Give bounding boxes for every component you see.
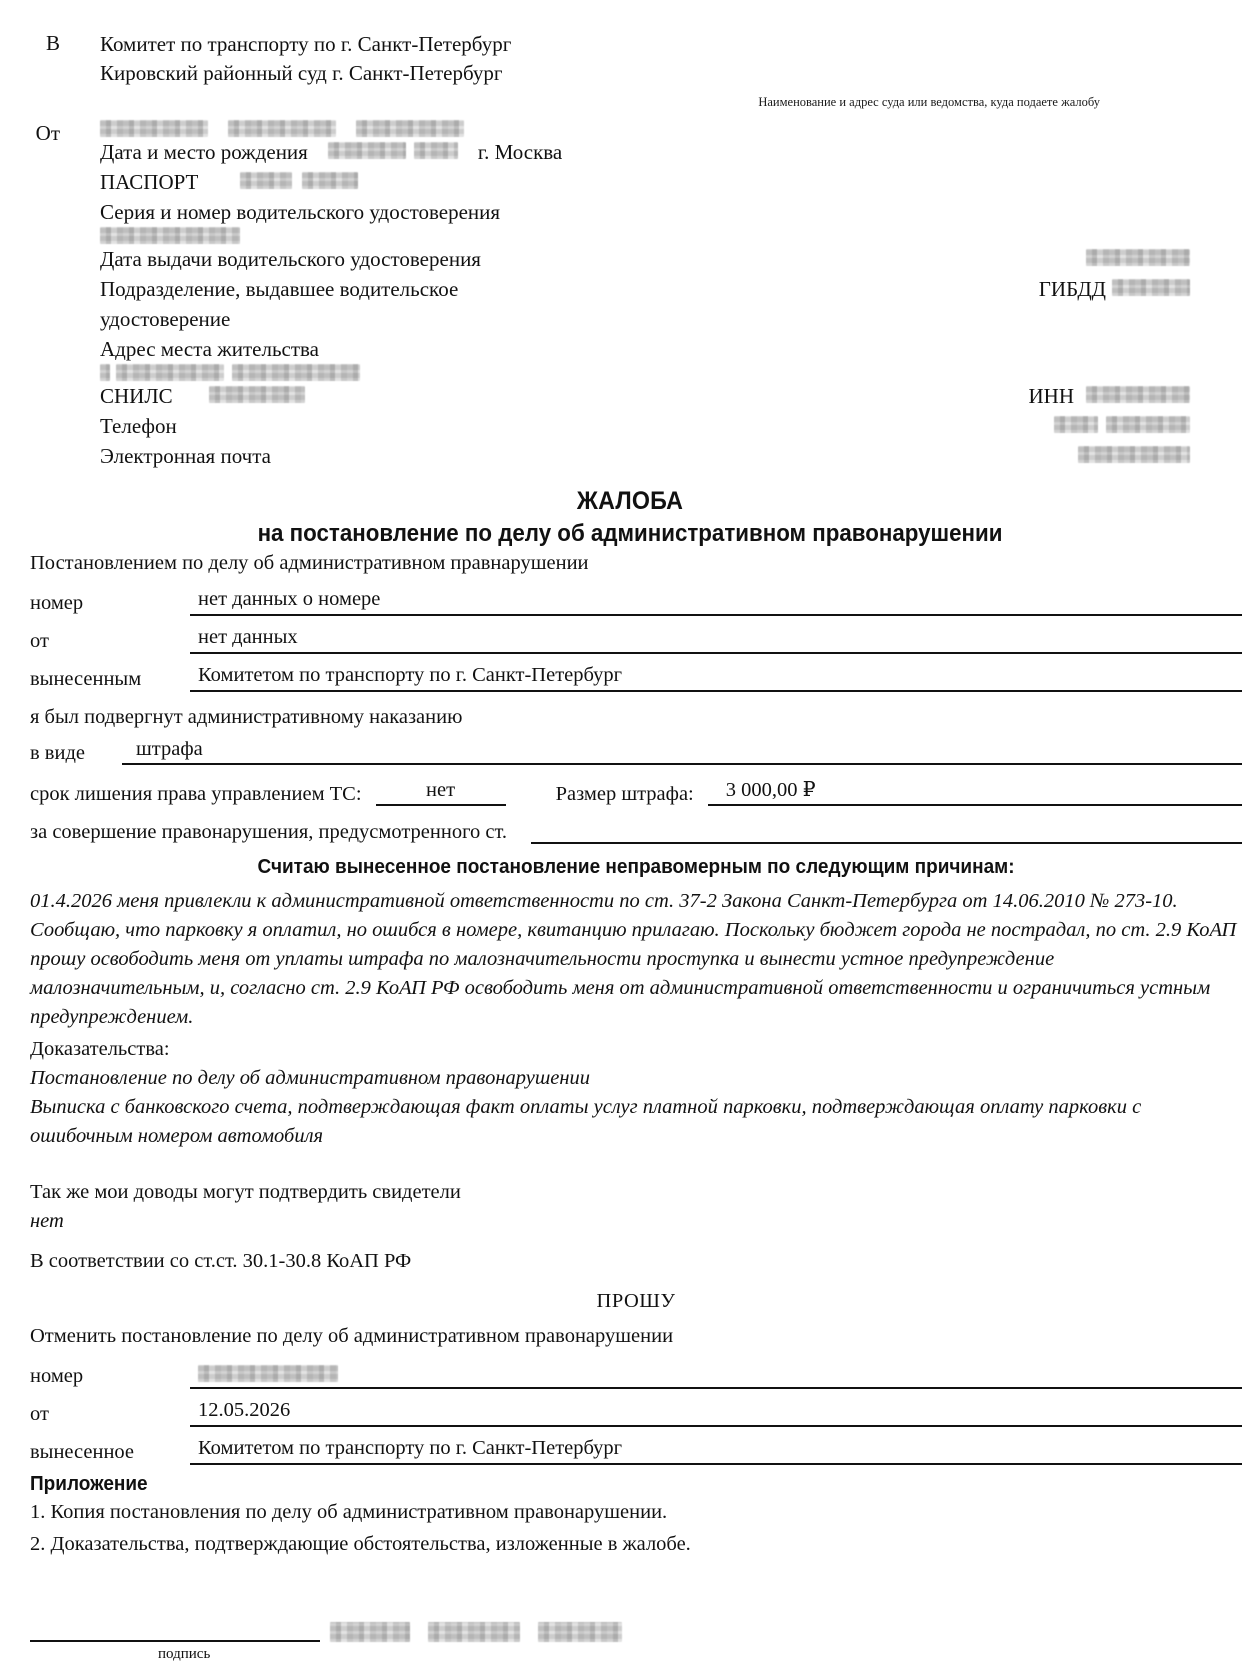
redacted-phone-code xyxy=(1054,416,1098,433)
punishment-kind-value: штрафа xyxy=(122,738,1242,765)
license-series-label: Серия и номер водительского удостоверения xyxy=(100,200,501,224)
redacted-sign-surname xyxy=(330,1622,410,1642)
redacted-snils xyxy=(209,386,305,403)
request-action: Отменить постановление по делу об административном правонарушении xyxy=(30,1325,674,1347)
document-header xyxy=(0,0,1260,471)
license-department-label: Подразделение, выдавшее водительское xyxy=(100,277,459,301)
deprivation-label: срок лишения права управлением ТС: xyxy=(30,783,362,805)
license-series-value-row xyxy=(100,227,1190,244)
request-issuer-label: вынесенное xyxy=(30,1441,135,1463)
decision-issuer-label: вынесенным xyxy=(30,668,142,690)
redacted-email xyxy=(1078,446,1190,463)
signature-name xyxy=(330,1622,622,1642)
address-value-row xyxy=(100,364,1190,381)
request-heading: ПРОШУ xyxy=(596,1290,676,1312)
recipient-hint: Наименование и адрес суда или ведомства, куда подаете жалобу xyxy=(758,95,1100,109)
evidence-label: Доказательства: xyxy=(30,1038,170,1060)
redacted-address-part-2 xyxy=(116,364,224,381)
punishment-kind-label: в виде xyxy=(30,742,85,764)
punishment-kind-row xyxy=(30,738,1242,765)
reasons-paragraph-2: малозначительным, и, согласно ст. 2.9 КоАП РФ освободить меня от административной ответственности и ограничиться устным предупреждением. xyxy=(30,977,1211,1028)
legal-basis: В соответствии со ст.ст. 30.1-30.8 КоАП РФ xyxy=(30,1250,412,1272)
snils-inn-row xyxy=(100,381,1190,411)
license-issue-date-row xyxy=(100,244,1190,274)
birth-city: г. Москва xyxy=(477,140,563,164)
recipient-block xyxy=(0,30,1260,88)
license-department-row xyxy=(100,274,1190,304)
decision-date-row xyxy=(30,624,1242,654)
decision-intro: Постановлением по делу об административном правнарушении xyxy=(30,552,589,574)
fine-value: 3 000,00 ₽ xyxy=(708,777,1242,806)
redacted-gibdd-unit xyxy=(1112,279,1190,296)
signature-caption: подпись xyxy=(158,1646,211,1662)
article-value xyxy=(531,818,1242,844)
deprivation-value: нет xyxy=(376,779,506,806)
redacted-sign-firstname xyxy=(428,1622,520,1642)
signature-block xyxy=(30,1614,1242,1674)
witness-intro: Так же мои доводы могут подтвердить свидетели xyxy=(30,1181,461,1203)
redacted-birth-extra xyxy=(414,142,458,159)
address-row xyxy=(100,334,1190,364)
license-department-row-2 xyxy=(100,304,1190,334)
birth-row xyxy=(100,137,1190,167)
reasons-paragraph: 01.4.2026 меня привлекли к административной ответственности по ст. 37-2 Закона Санкт-Петербурга от 14.06.2010 № 273-10. Сообщаю, что парковку я оплатил, но ошибся в номере, квитанцию прилагаю. Поскольку бюджет города не пострадал, по ст. 2.9 КоАП прошу освободить меня от уплаты штрафа по малозначительности проступка и вынести устное предупреждение xyxy=(30,890,1237,970)
redacted-address-part-1 xyxy=(100,364,110,381)
birth-label: Дата и место рождения xyxy=(100,140,308,164)
request-number-value xyxy=(190,1359,1242,1389)
license-series-row xyxy=(100,197,1190,227)
request-issuer-row xyxy=(30,1435,1242,1465)
redacted-address-part-3 xyxy=(232,364,360,381)
document-subtitle: на постановление по делу об административном правонарушении xyxy=(257,520,1003,547)
signature-rule xyxy=(30,1640,320,1642)
redacted-surname xyxy=(100,120,208,137)
redacted-passport-number xyxy=(302,172,358,189)
decision-number-label: номер xyxy=(30,592,84,614)
decision-issuer-row xyxy=(30,662,1242,692)
redacted-firstname xyxy=(228,120,336,137)
redacted-passport-series xyxy=(240,172,292,189)
address-label: Адрес места жительства xyxy=(100,337,319,361)
request-date-value: 12.05.2026 xyxy=(190,1397,1242,1427)
license-issue-date-label: Дата выдачи водительского удостоверения xyxy=(100,247,481,271)
applicant-name-row xyxy=(100,120,1190,137)
email-label: Электронная почта xyxy=(100,444,271,468)
snils-label: СНИЛС xyxy=(100,384,173,408)
email-row xyxy=(100,441,1190,471)
appendix-heading: Приложение xyxy=(30,1473,148,1495)
decision-date-label: от xyxy=(30,630,49,652)
recipient-line-1: Комитет по транспорту по г. Санкт-Петербург xyxy=(100,32,512,56)
license-department-label-2: удостоверение xyxy=(100,307,231,331)
redacted-request-number xyxy=(198,1365,338,1382)
redacted-sign-patronymic xyxy=(538,1622,622,1642)
decision-number-value: нет данных о номере xyxy=(190,586,1242,616)
recipient-line-2: Кировский районный суд г. Санкт-Петербург xyxy=(100,61,503,85)
phone-row xyxy=(100,411,1190,441)
evidence-item-2: Выписка с банковского счета, подтверждающая факт оплаты услуг платной парковки, подтверждающая оплату парковки с ошибочным номером автомобиля xyxy=(30,1096,1142,1147)
recipient-label: В xyxy=(45,31,60,55)
request-date-label: от xyxy=(30,1403,49,1425)
article-row xyxy=(30,818,1242,844)
redacted-inn xyxy=(1086,386,1190,403)
inn-label: ИНН xyxy=(1028,384,1074,408)
redacted-license-issue-date xyxy=(1086,249,1190,266)
redacted-birth-date xyxy=(328,142,406,159)
punishment-intro: я был подвергнут административному наказанию xyxy=(30,706,463,728)
passport-row xyxy=(100,167,1190,197)
request-date-row xyxy=(30,1397,1242,1427)
decision-date-value: нет данных xyxy=(190,624,1242,654)
fine-label: Размер штрафа: xyxy=(555,783,694,805)
phone-label: Телефон xyxy=(100,414,177,438)
applicant-block xyxy=(0,120,1260,471)
penalty-row xyxy=(30,777,1242,806)
appendix-item-1: 1. Копия постановления по делу об административном правонарушении. xyxy=(30,1501,668,1523)
witness-value: нет xyxy=(30,1210,64,1232)
redacted-patronymic xyxy=(356,120,464,137)
gibdd-label: ГИБДД xyxy=(1038,277,1106,301)
evidence-item-1: Постановление по делу об административном правонарушении xyxy=(30,1067,591,1089)
reasons-heading: Считаю вынесенное постановление неправомерным по следующим причинам: xyxy=(257,856,1015,878)
request-number-row xyxy=(30,1359,1242,1389)
applicant-label: От xyxy=(35,121,60,145)
appendix-item-2: 2. Доказательства, подтверждающие обстоятельства, изложенные в жалобе. xyxy=(30,1533,691,1555)
document-body xyxy=(0,548,1260,1674)
article-label: за совершение правонарушения, предусмотренного ст. xyxy=(30,821,507,843)
request-issuer-value: Комитетом по транспорту по г. Санкт-Петербург xyxy=(190,1435,1242,1465)
passport-label: ПАСПОРТ xyxy=(100,170,199,194)
redacted-phone-number xyxy=(1106,416,1190,433)
document-title: ЖАЛОБА xyxy=(576,487,684,515)
redacted-license-number xyxy=(100,227,240,244)
decision-number-row xyxy=(30,586,1242,616)
decision-issuer-value: Комитетом по транспорту по г. Санкт-Петербург xyxy=(190,662,1242,692)
request-number-label: номер xyxy=(30,1365,84,1387)
